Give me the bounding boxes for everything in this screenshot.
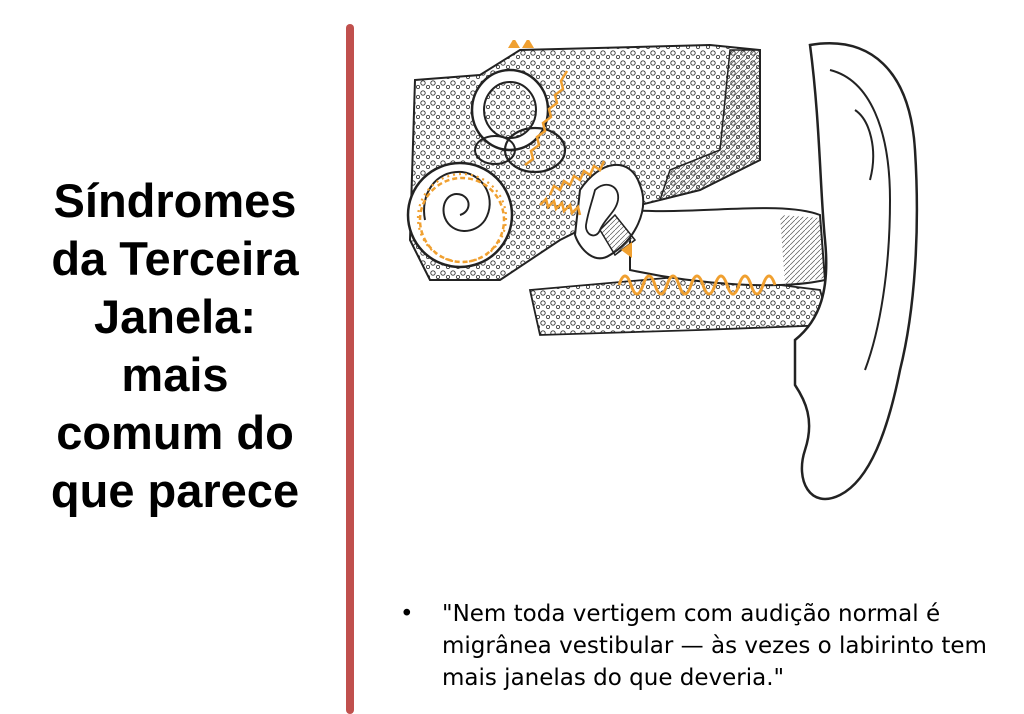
slide-title (10, 172, 340, 520)
arrow-up-icon (508, 40, 534, 48)
quote-block (400, 598, 1000, 694)
vertical-divider (346, 24, 354, 714)
quote-text: "Nem toda vertigem com audição normal é migrânea vestibular — às vezes o labirinto tem mais janelas do que deveria." (442, 601, 987, 691)
title-line: Janela: (94, 290, 256, 343)
bullet-icon: • (400, 601, 414, 627)
ear-anatomy-illustration (400, 40, 940, 510)
canal-hatch (780, 215, 824, 285)
title-line: mais (121, 348, 229, 401)
title-line: que parece (50, 464, 300, 517)
title-line: da Terceira (51, 232, 299, 285)
title-line: comum do (56, 406, 294, 459)
title-line: Síndromes (53, 174, 297, 227)
